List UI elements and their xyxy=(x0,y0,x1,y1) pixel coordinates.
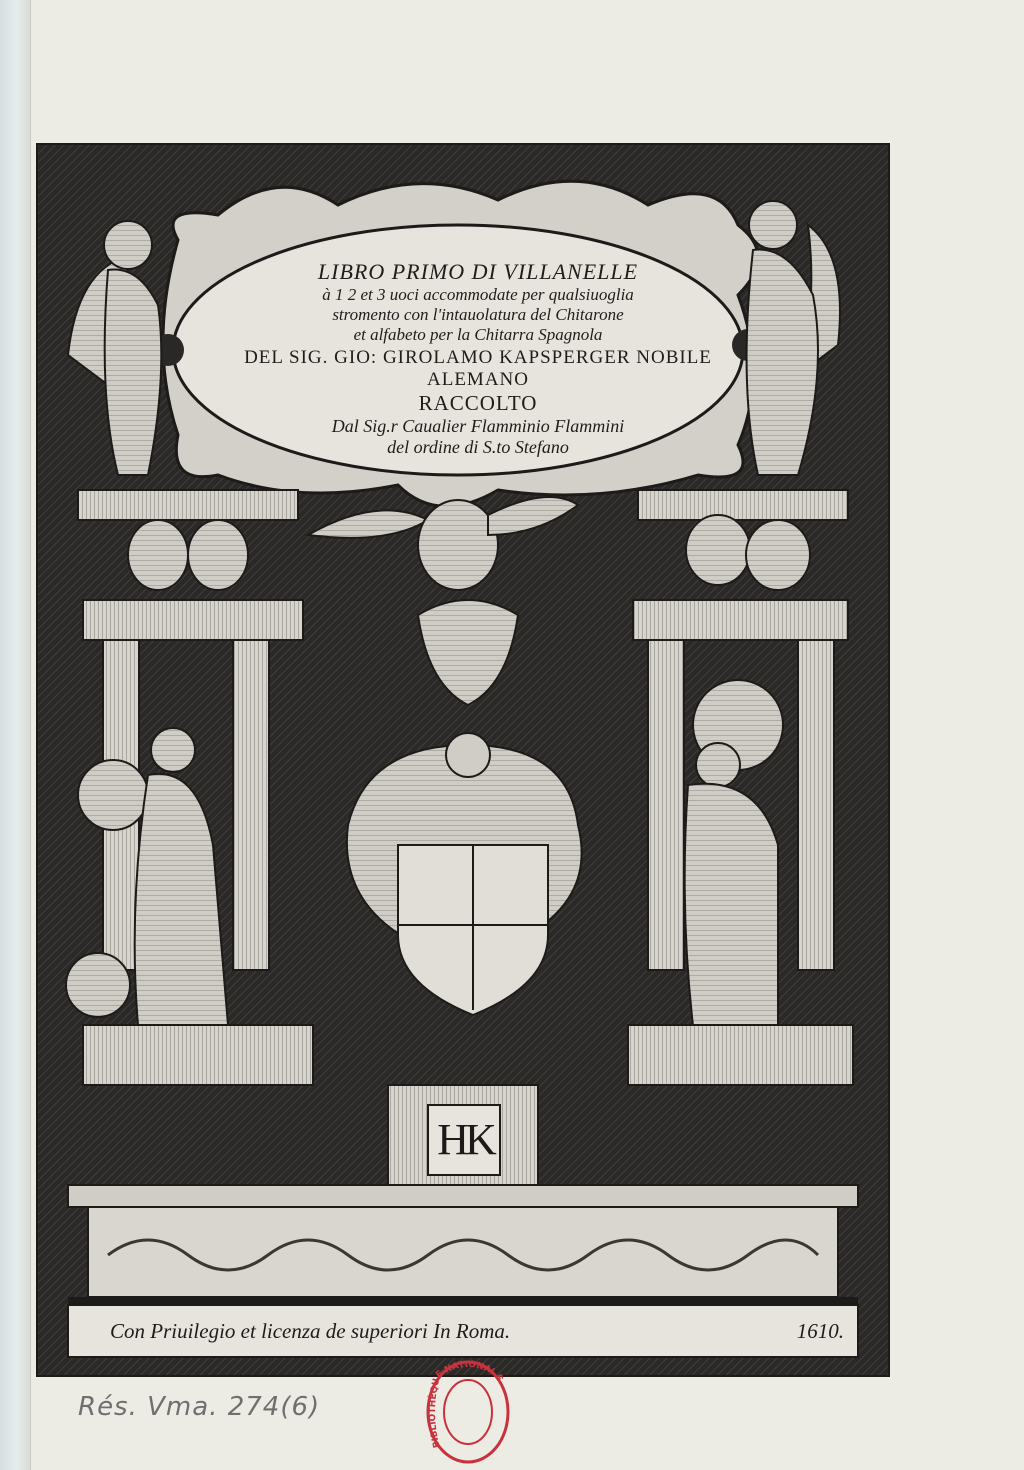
imprint-line xyxy=(102,1310,852,1352)
monogram: HK xyxy=(437,1114,493,1164)
title-block xyxy=(213,255,743,555)
title-line-4: et alfabeto per la Chitarra Spagnola xyxy=(353,325,603,344)
title-line-1: LIBRO PRIMO DI VILLANELLE xyxy=(317,259,639,284)
shelfmark-pencil: Rés. Vma. 274(6) xyxy=(78,1392,321,1422)
imprint-year: 1610. xyxy=(796,1318,844,1343)
author-line: DEL SIG. GIO: GIROLAMO KAPSPERGER NOBILE ALEMANO xyxy=(244,347,712,390)
stamp-text: BIBLIOTHÈQUE NATIONALE xyxy=(427,1359,504,1449)
frieze xyxy=(88,1207,838,1297)
raccolto-line: RACCOLTO xyxy=(418,391,538,415)
binding-edge xyxy=(0,0,31,1470)
order-line: del ordine di S.to Stefano xyxy=(387,437,569,457)
imprint-text: Con Priuilegio et licenza de superiori In Roma. xyxy=(110,1318,511,1343)
title-line-3: stromento con l'intauolatura del Chitarone xyxy=(332,305,624,324)
figure-atlas-right xyxy=(685,680,783,1065)
library-stamp xyxy=(420,1352,516,1470)
engraved-title-plate xyxy=(36,143,890,1377)
title-line-2: à 1 2 et 3 uoci accommodate per qualsiuoglia xyxy=(322,285,634,304)
editor-line: Dal Sig.r Caualier Flamminio Flammini xyxy=(331,416,625,436)
